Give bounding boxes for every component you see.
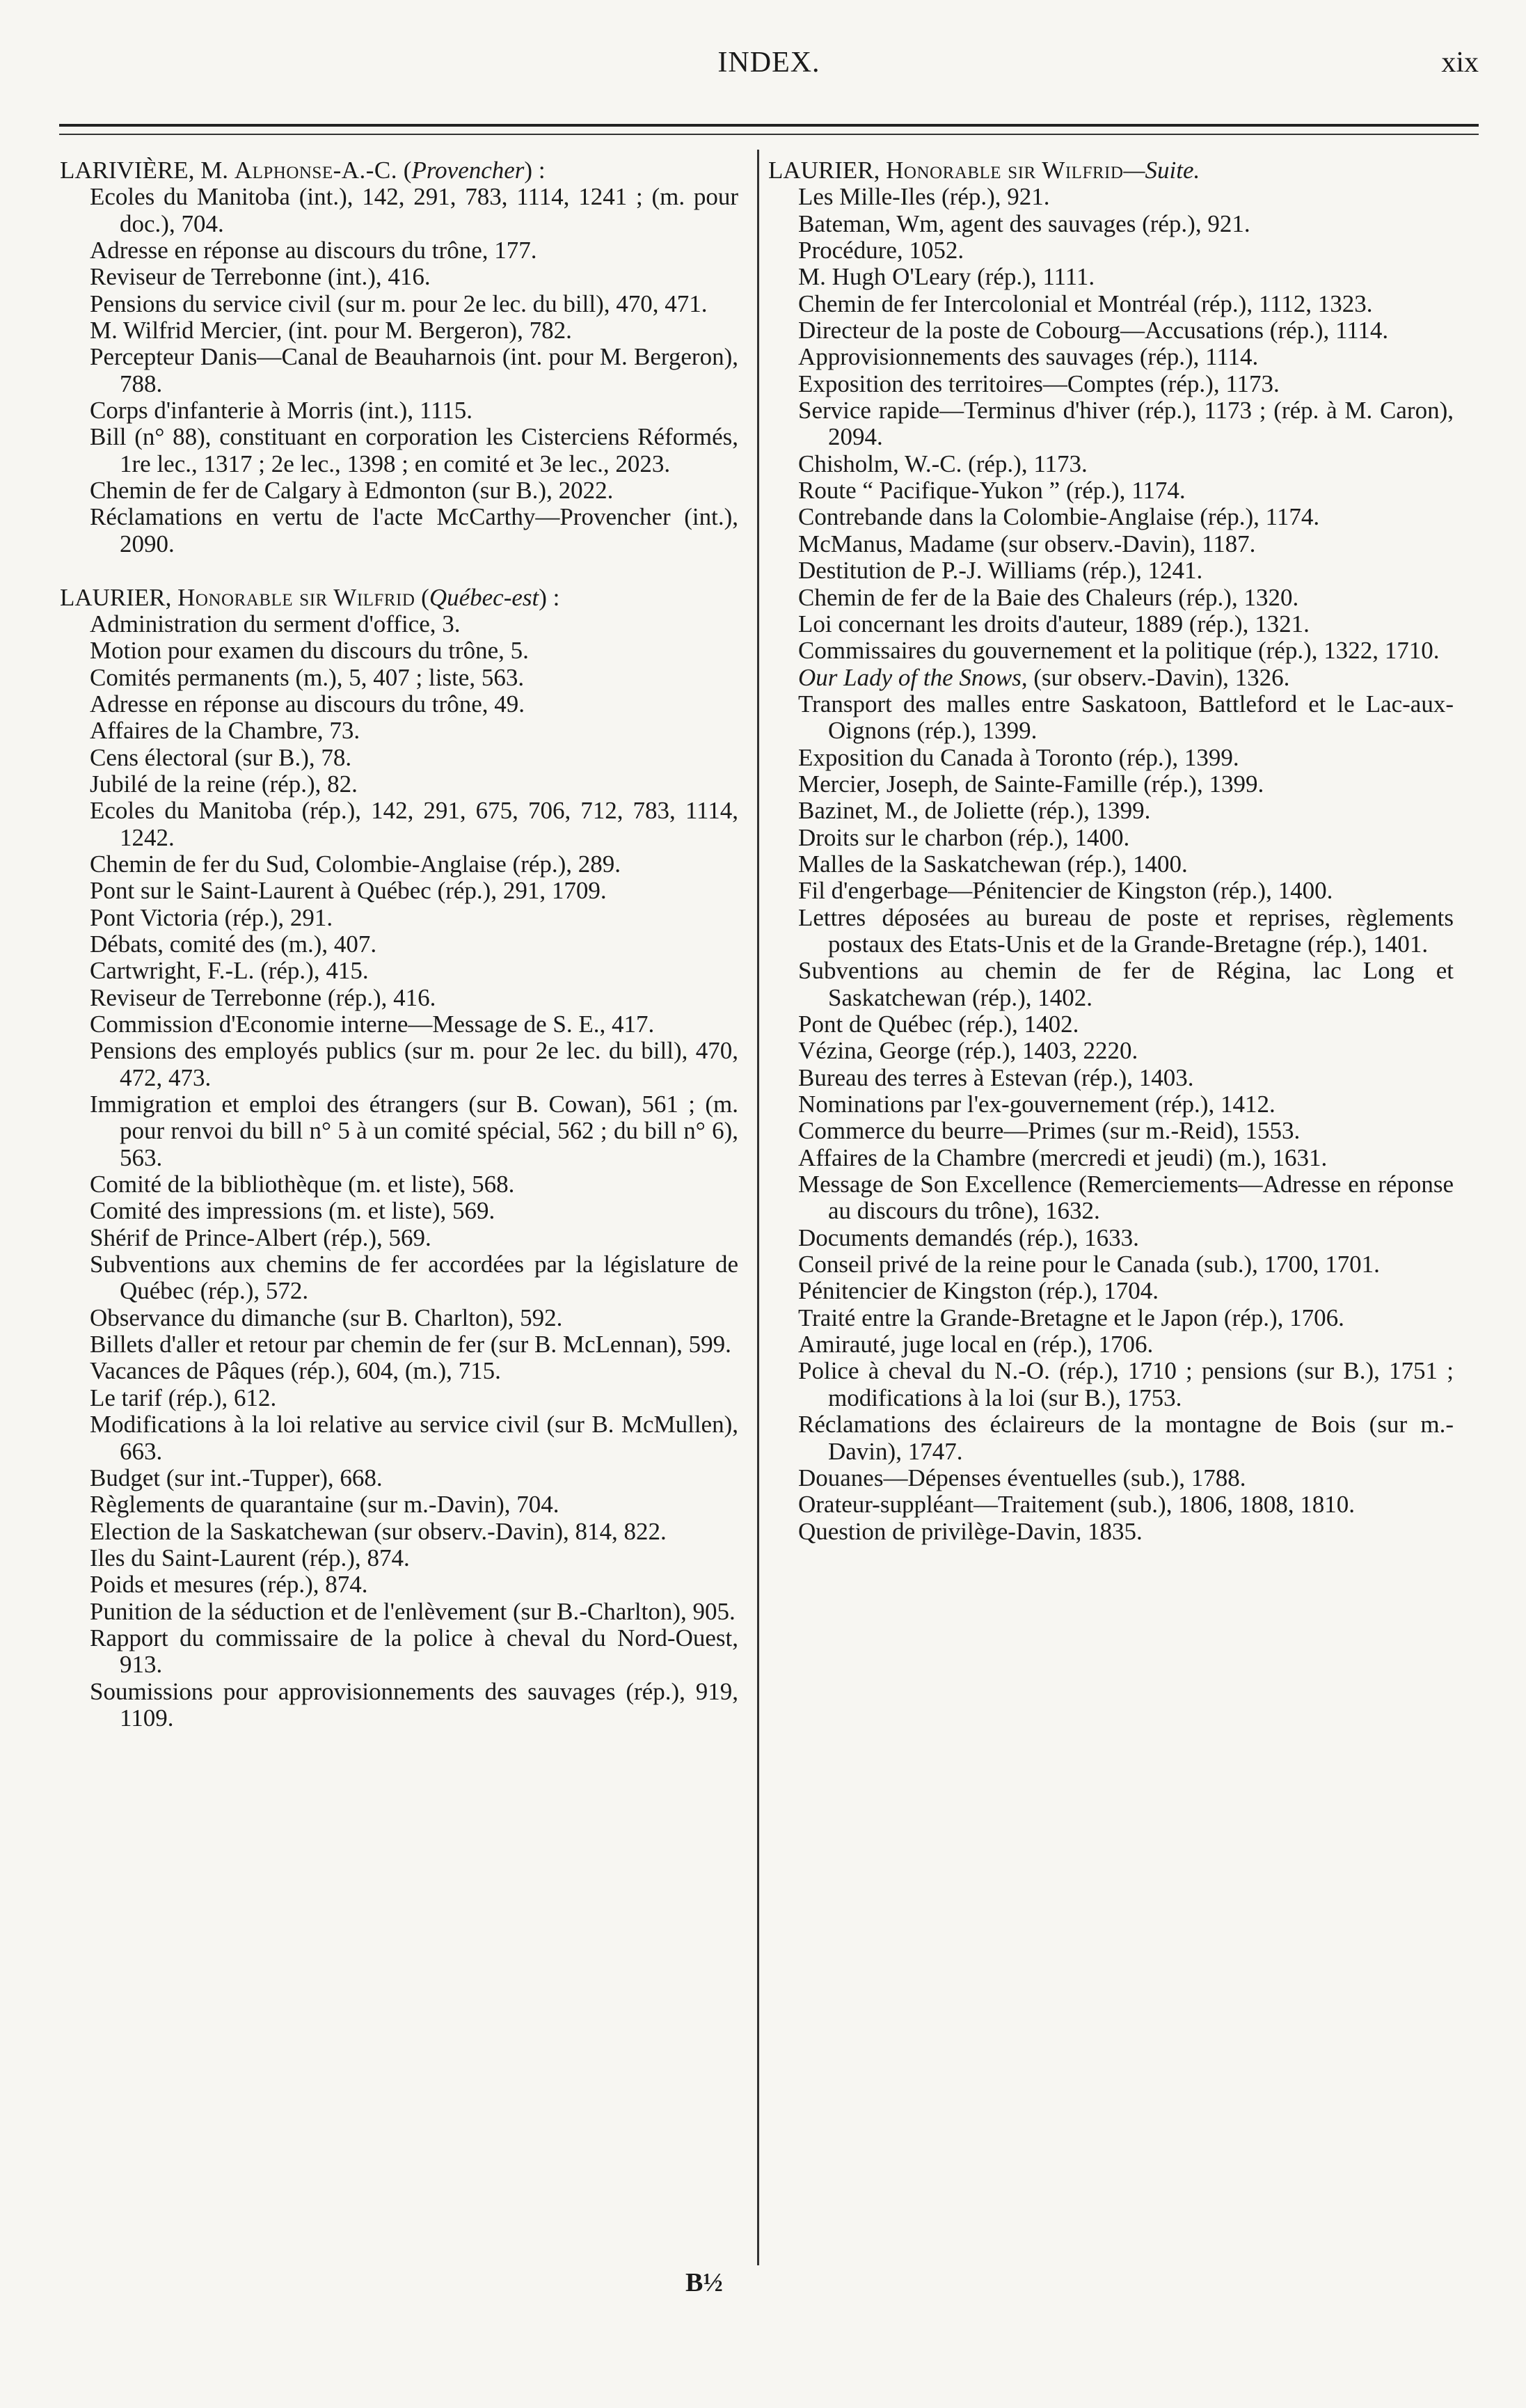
index-subentry: Election de la Saskatchewan (sur observ.-Davin), 814, 822. (90, 1517, 667, 1545)
index-subentry: Pensions des employés publics (sur m. pour 2e lec. du bill), 470, 472, 473. (90, 1037, 738, 1091)
index-subentry: Iles du Saint-Laurent (rép.), 874. (90, 1544, 410, 1571)
index-subentry: Motion pour examen du discours du trône, 5. (90, 637, 529, 665)
index-subentry: Adresse en réponse au discours du trône, 49. (90, 690, 525, 718)
index-subentry: Subventions aux chemins de fer accordées par la législature de Québec (rép.), 572. (90, 1251, 738, 1305)
index-subentry: Ecoles du Manitoba (int.), 142, 291, 783, 1114, 1241 ; (m. pour doc.), 704. (90, 183, 738, 237)
index-subentry: Contrebande dans la Colombie-Anglaise (rép.), 1174. (798, 503, 1320, 531)
index-subentry: Commission d'Economie interne—Message de S. E., 417. (90, 1011, 655, 1038)
heading-name: LAURIER, (60, 583, 178, 611)
header-rule-thick (59, 124, 1479, 127)
heading-constituency: Provencher (411, 157, 525, 184)
index-subentry: Les Mille-Iles (rép.), 921. (798, 183, 1050, 211)
index-subentry: Administration du serment d'office, 3. (90, 610, 461, 637)
index-subentry: M. Hugh O'Leary (rép.), 1111. (798, 263, 1095, 291)
index-subentry: Comités permanents (m.), 5, 407 ; liste, 563. (90, 663, 525, 691)
right-column (768, 157, 1454, 1545)
left-column (60, 157, 738, 1732)
index-subentry: Punition de la séduction et de l'enlèvement (sur B.-Charlton), 905. (90, 1597, 736, 1625)
index-subentry: Billets d'aller et retour par chemin de fer (sur B. McLennan), 599. (90, 1331, 731, 1359)
index-subentry: Question de privilège-Davin, 1835. (798, 1517, 1143, 1545)
page-header (59, 42, 1479, 90)
index-subentry (768, 665, 1454, 691)
running-title: INDEX. (717, 47, 820, 79)
index-subentry: Destitution de P.-J. Williams (rép.), 1241. (798, 557, 1203, 585)
index-subentry: Chemin de fer Intercolonial et Montréal (rép.), 1112, 1323. (798, 290, 1373, 317)
page-number: xix (1441, 47, 1479, 79)
index-subentry: Comité de la bibliothèque (m. et liste), 568. (90, 1171, 515, 1198)
index-subentry: Budget (sur int.-Tupper), 668. (90, 1464, 383, 1491)
index-subentry: Percepteur Danis—Canal de Beauharnois (int. pour M. Bergeron), 788. (90, 343, 738, 397)
index-subentry: Commissaires du gouvernement et la politique (rép.), 1322, 1710. (798, 637, 1440, 665)
index-subentry: Approvisionnements des sauvages (rép.), 1114. (798, 343, 1259, 371)
index-subentry: Ecoles du Manitoba (rép.), 142, 291, 675, 706, 712, 783, 1114, 1242. (90, 797, 738, 851)
lariviere-subentries (60, 184, 738, 557)
index-subentry: Immigration et emploi des étrangers (sur B. Cowan), 561 ; (m. pour renvoi du bill n° 5 à un comité spécial, 562 ; du bill n° 6), 563. (90, 1091, 738, 1171)
index-subentry: Reviseur de Terrebonne (rép.), 416. (90, 983, 436, 1011)
index-subentry: Réclamations en vertu de l'acte McCarthy—Provencher (int.), 2090. (90, 503, 738, 557)
index-subentry: Chemin de fer du Sud, Colombie-Anglaise (rép.), 289. (90, 850, 621, 878)
index-subentry: Message de Son Excellence (Remerciements—Adresse en réponse au discours du trône), 1632. (798, 1171, 1454, 1225)
index-subentry: Documents demandés (rép.), 1633. (798, 1223, 1139, 1251)
index-subentry: Loi concernant les droits d'auteur, 1889 (rép.), 1321. (798, 610, 1310, 637)
index-subentry: Règlements de quarantaine (sur m.-Davin), 704. (90, 1491, 559, 1519)
index-subentry: Pont sur le Saint-Laurent à Québec (rép.), 291, 1709. (90, 877, 607, 905)
heading-name: LAURIER, (768, 157, 887, 184)
entry-heading-lariviere (60, 157, 738, 184)
index-subentry: Cartwright, F.-L. (rép.), 415. (90, 957, 369, 985)
column-divider (757, 150, 759, 2265)
heading-title: Honorable sir Wilfrid (177, 583, 415, 611)
signature-mark: B½ (685, 2268, 723, 2297)
index-subentry: Mercier, Joseph, de Sainte-Famille (rép.), 1399. (798, 770, 1264, 798)
index-subentry: Cens électoral (sur B.), 78. (90, 743, 352, 771)
paren-open: ( (415, 583, 429, 611)
heading-constituency: Québec-est (429, 583, 539, 611)
index-subentry: Pont de Québec (rép.), 1402. (798, 1011, 1079, 1038)
index-subentry: Le tarif (rép.), 612. (90, 1384, 277, 1411)
paren-open: ( (397, 157, 412, 184)
index-subentry: Traité entre la Grande-Bretagne et le Japon (rép.), 1706. (798, 1304, 1344, 1331)
index-subentry: Chemin de fer de Calgary à Edmonton (sur B.), 2022. (90, 477, 614, 505)
index-subentry: Observance du dimanche (sur B. Charlton), 592. (90, 1304, 563, 1331)
index-subentry: Comité des impressions (m. et liste), 569. (90, 1197, 495, 1225)
index-subentry: Malles de la Saskatchewan (rép.), 1400. (798, 850, 1188, 878)
paren-close: ) : (524, 157, 546, 184)
index-subentry: Amirauté, juge local en (rép.), 1706. (798, 1331, 1154, 1359)
index-subentry: Procédure, 1052. (798, 237, 964, 264)
index-subentry: Poids et mesures (rép.), 874. (90, 1571, 368, 1599)
index-subentry: Rapport du commissaire de la police à cheval du Nord-Ouest, 913. (90, 1624, 738, 1679)
index-subentry: Pont Victoria (rép.), 291. (90, 903, 333, 931)
index-subentry: Corps d'infanterie à Morris (int.), 1115. (90, 397, 472, 425)
index-subentry: Commerce du beurre—Primes (sur m.-Reid), 1553. (798, 1117, 1301, 1145)
index-subentry: Chemin de fer de la Baie des Chaleurs (rép.), 1320. (798, 583, 1299, 611)
index-subentry: Chisholm, W.-C. (rép.), 1173. (798, 450, 1088, 477)
index-subentry: Affaires de la Chambre (mercredi et jeudi) (m.), 1631. (798, 1143, 1328, 1171)
index-subentry: Adresse en réponse au discours du trône, 177. (90, 237, 537, 264)
paren-close: ) : (539, 583, 560, 611)
index-subentry: Fil d'engerbage—Pénitencier de Kingston (rép.), 1400. (798, 877, 1333, 905)
index-subentry: Modifications à la loi relative au service civil (sur B. McMullen), 663. (90, 1411, 738, 1465)
heading-firstname: Alphonse-A.-C. (234, 157, 398, 184)
index-subentry: Route “ Pacifique-Yukon ” (rép.), 1174. (798, 477, 1186, 505)
index-subentry: Pénitencier de Kingston (rép.), 1704. (798, 1277, 1159, 1305)
heading-name: LARIVIÈRE, M. (60, 157, 235, 184)
index-subentry: Exposition des territoires—Comptes (rép.), 1173. (798, 370, 1280, 397)
index-subentry: Droits sur le charbon (rép.), 1400. (798, 823, 1130, 851)
index-subentry: Débats, comité des (m.), 407. (90, 930, 377, 958)
index-subentry: Bateman, Wm, agent des sauvages (rép.), 921. (798, 209, 1250, 237)
index-subentry: Jubilé de la reine (rép.), 82. (90, 770, 358, 798)
index-subentry: Vézina, George (rép.), 1403, 2220. (798, 1037, 1138, 1065)
index-subentry: Soumissions pour approvisionnements des sauvages (rép.), 919, 1109. (90, 1677, 738, 1732)
index-subentry: Subventions au chemin de fer de Régina, lac Long et Saskatchewan (rép.), 1402. (798, 957, 1454, 1011)
header-rule-thin (59, 134, 1479, 135)
index-subentry: Nominations par l'ex-gouvernement (rép.), 1412. (798, 1091, 1275, 1118)
index-subentry: Directeur de la poste de Cobourg—Accusations (rép.), 1114. (798, 317, 1389, 344)
laurier-suite-subentries (768, 184, 1454, 1545)
index-subentry: Vacances de Pâques (rép.), 604, (m.), 715. (90, 1357, 501, 1385)
index-subentry: Réclamations des éclaireurs de la montagne de Bois (sur m.-Davin), 1747. (798, 1411, 1454, 1465)
index-subentry: McManus, Madame (sur observ.-Davin), 1187. (798, 530, 1256, 557)
index-subentry: Exposition du Canada à Toronto (rép.), 1399. (798, 743, 1239, 771)
index-subentry: Bill (n° 88), constituant en corporation les Cisterciens Réformés, 1re lec., 1317 ; 2e lec., 1398 ; en comité et 3e lec., 2023. (90, 423, 738, 477)
index-subentry: Orateur-suppléant—Traitement (sub.), 1806, 1808, 1810. (798, 1491, 1355, 1519)
index-subentry: Pensions du service civil (sur m. pour 2e lec. du bill), 470, 471. (90, 290, 708, 317)
heading-title: Honorable sir Wilfrid (886, 157, 1124, 184)
subentry-italic-title: Our Lady of the Snows (798, 663, 1022, 691)
index-subentry: Affaires de la Chambre, 73. (90, 717, 360, 745)
index-subentry: Conseil privé de la reine pour le Canada (sub.), 1700, 1701. (798, 1251, 1380, 1278)
index-subentry: Transport des malles entre Saskatoon, Battleford et le Lac-aux-Oignons (rép.), 1399. (798, 690, 1454, 745)
entry-heading-laurier (60, 585, 738, 611)
heading-suite: —Suite. (1123, 157, 1200, 184)
index-subentry: Reviseur de Terrebonne (int.), 416. (90, 263, 431, 291)
subentry-text: , (sur observ.-Davin), 1326. (1021, 663, 1290, 691)
index-subentry: Shérif de Prince-Albert (rép.), 569. (90, 1223, 431, 1251)
index-subentry: Lettres déposées au bureau de poste et reprises, règlements postaux des Etats-Unis et de la Grande-Bretagne (rép.), 1401. (798, 903, 1454, 958)
entry-heading-laurier-suite (768, 157, 1454, 184)
index-subentry: Douanes—Dépenses éventuelles (sub.), 1788. (798, 1464, 1246, 1491)
index-subentry: Bureau des terres à Estevan (rép.), 1403. (798, 1063, 1194, 1091)
index-subentry: Police à cheval du N.-O. (rép.), 1710 ; pensions (sur B.), 1751 ; modifications à la loi (sur B.), 1753. (798, 1357, 1454, 1411)
index-subentry: Bazinet, M., de Joliette (rép.), 1399. (798, 797, 1151, 825)
index-subentry: Service rapide—Terminus d'hiver (rép.), 1173 ; (rép. à M. Caron), 2094. (798, 397, 1454, 451)
laurier-subentries (60, 611, 738, 1732)
index-subentry: M. Wilfrid Mercier, (int. pour M. Bergeron), 782. (90, 317, 572, 344)
spacer (60, 557, 738, 584)
